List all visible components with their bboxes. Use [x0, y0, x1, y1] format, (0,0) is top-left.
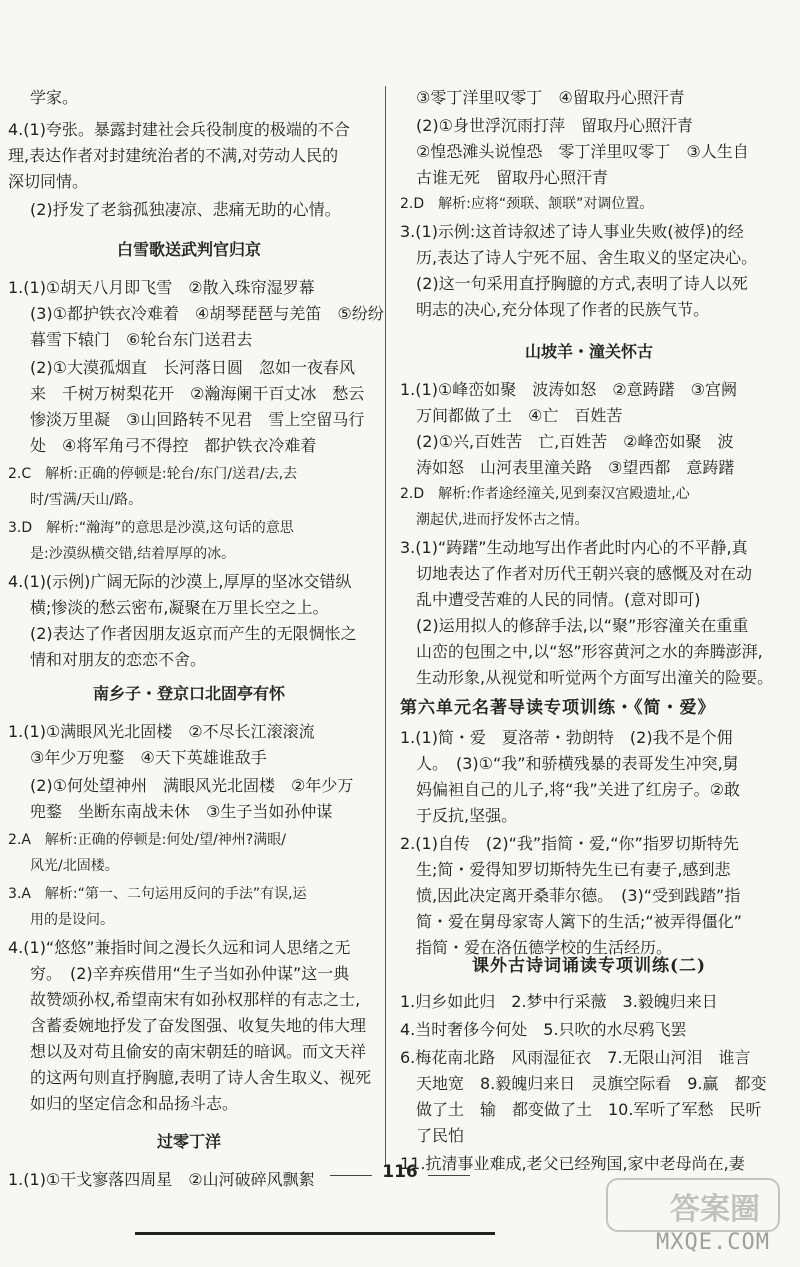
footer-bar	[135, 1232, 495, 1235]
text-line: (2)抒发了老翁孤独凄凉、悲痛无助的心情。	[30, 200, 341, 219]
text-line: 11.抗清事业难成,老父已经殉国,家中老母尚在,妻	[400, 1154, 745, 1173]
text-line: 愤,因此决定离开桑菲尔德。 (3)“受到践踏”指	[416, 886, 741, 905]
text-line: 指简・爱在洛伍德学校的生活经历。	[416, 938, 673, 957]
text-line: 3.(1)“踌躇”生动地写出作者此时内心的不平静,真	[400, 538, 748, 557]
text-line: 含蓄委婉地抒发了奋发图强、收复失地的伟大理	[30, 1016, 367, 1035]
section-title: 白雪歌送武判官归京	[116, 240, 261, 259]
text-line: 故赞颂孙权,希望南宋有如孙权那样的有志之士,	[30, 990, 361, 1009]
text-line: 切地表达了作者对历代王朝兴衰的感慨及对在动	[416, 564, 753, 583]
text-line: 2.D 解析:应将“颈联、颔联”对调位置。	[400, 196, 654, 212]
text-line: 生动形象,从视觉和听觉两个方面写出潼关的险要。	[416, 668, 774, 687]
watermark	[610, 1178, 780, 1258]
text-line: 3.(1)示例:这首诗叙述了诗人事业失败(被俘)的经	[400, 222, 744, 241]
text-line: 横;惨淡的愁云密布,凝聚在万里长空之上。	[30, 598, 329, 617]
text-line: 古谁无死 留取丹心照汗青	[416, 168, 609, 187]
text-line: 4.(1)“悠悠”兼指时间之漫长久远和词人思绪之无	[8, 938, 351, 957]
text-line: (2)①兴,百姓苦 亡,百姓苦 ②峰峦如聚 波	[416, 432, 734, 451]
page-number-rule-right	[428, 1175, 470, 1176]
text-line: 做了土 输 都变做了土 10.军听了军愁 民听	[416, 1100, 762, 1119]
text-line: 1.(1)①干戈寥落四周星 ②山河破碎风飘絮	[8, 1170, 315, 1189]
text-line: (3)①都护铁衣冷难着 ④胡琴琵琶与羌笛 ⑤纷纷	[30, 304, 384, 323]
text-line: 风光/北固楼。	[30, 858, 119, 874]
text-line: 历,表达了诗人宁死不屈、舍生取义的坚定决心。	[416, 248, 758, 267]
text-line: 4.(1)(示例)广阔无际的沙漠上,厚厚的坚冰交错纵	[8, 572, 352, 591]
text-line: 如归的坚定信念和品扬斗志。	[30, 1094, 239, 1113]
text-line: (2)①大漠孤烟直 长河落日圆 忽如一夜春风	[30, 358, 356, 377]
text-line: 情和对朋友的恋恋不舍。	[30, 650, 207, 669]
text-line: 穷。 (2)辛弃疾借用“生子当如孙仲谋”这一典	[30, 964, 350, 983]
text-line: 1.(1)①满眼风光北固楼 ②不尽长江滚滚流	[8, 722, 315, 741]
text-line: ③年少万兜鍪 ④天下英雄谁敌手	[30, 748, 267, 767]
text-line: 1.(1)简・爱 夏洛蒂・勃朗特 (2)我不是个佣	[400, 728, 733, 747]
text-line: 3.A 解析:“第一、二句运用反问的手法”有误,运	[8, 886, 307, 902]
text-line: 生;简・爱得知罗切斯特先生已有妻子,感到悲	[416, 860, 731, 879]
text-line: 2.C 解析:正确的停顿是:轮台/东门/送君/去,去	[8, 466, 298, 482]
text-line: 1.(1)①胡天八月即飞雪 ②散入珠帘湿罗幕	[8, 278, 315, 297]
watermark-logo-text: 答案圈	[670, 1192, 760, 1227]
text-line: 涛如怒 山河表里潼关路 ③望西都 意踌躇	[416, 458, 735, 477]
section-title: 南乡子・登京口北固亭有怀	[92, 684, 285, 703]
text-line: 了民怕	[416, 1126, 465, 1145]
section-title: 第六单元名著导读专项训练・《简・爱》	[400, 698, 716, 718]
text-line: (2)表达了作者因朋友返京而产生的无限惆怅之	[30, 624, 357, 643]
text-line: 学家。	[30, 88, 79, 107]
text-line: 2.A 解析:正确的停顿是:何处/望/神州?满眼/	[8, 832, 286, 848]
text-line: 兜鍪 坐断东南战未休 ③生子当如孙仲谋	[30, 802, 333, 821]
text-line: (2)这一句采用直抒胸臆的方式,表明了诗人以死	[416, 274, 748, 293]
text-line: 想以及对苟且偷安的南宋朝廷的暗讽。而文天祥	[30, 1042, 367, 1061]
text-line: 于反抗,坚强。	[416, 806, 518, 825]
text-line: 2.(1)自传 (2)“我”指简・爱,“你”指罗切斯特先	[400, 834, 739, 853]
text-line: 明志的决心,充分体现了作者的民族气节。	[416, 300, 710, 319]
text-line: 来 千树万树梨花开 ②瀚海阑干百丈冰 愁云	[30, 384, 365, 403]
text-line: 用的是设问。	[30, 912, 114, 928]
text-line: 处 ④将军角弓不得控 都护铁衣冷难着	[30, 436, 317, 455]
text-line: 理,表达作者对封建统治者的不满,对劳动人民的	[8, 146, 339, 165]
text-line: 4.当时奢侈今何处 5.只吹的水尽鸦飞罢	[400, 1020, 687, 1039]
text-line: ③零丁洋里叹零丁 ④留取丹心照汗青	[416, 88, 685, 107]
page-number: 116	[382, 1162, 418, 1182]
text-line: 万间都做了土 ④亡 百姓苦	[416, 406, 623, 425]
text-line: 4.(1)夸张。暴露封建社会兵役制度的极端的不合	[8, 120, 350, 139]
column-divider	[385, 86, 386, 1166]
text-line: 山峦的包围之中,以“怒”形容黄河之水的奔腾澎湃,	[416, 642, 763, 661]
text-line: 1.归乡如此归 2.梦中行采薇 3.毅魄归来日	[400, 992, 718, 1011]
section-title: 课外古诗词诵读专项训练(二)	[471, 956, 707, 976]
text-line: 潮起伏,进而抒发怀古之情。	[416, 512, 589, 528]
text-line: 6.梅花南北路 风雨湿征衣 7.无限山河泪 谁言	[400, 1048, 751, 1067]
text-line: (2)运用拟人的修辞手法,以“聚”形容潼关在重重	[416, 616, 749, 635]
text-line: 人。 (3)①“我”和骄横残暴的表哥发生冲突,舅	[416, 754, 739, 773]
text-line: (2)①何处望神州 满眼风光北固楼 ②年少万	[30, 776, 354, 795]
text-line: 暮雪下辕门 ⑥轮台东门送君去	[30, 330, 253, 349]
section-title: 山坡羊・潼关怀古	[524, 342, 653, 361]
text-line: 3.D 解析:“瀚海”的意思是沙漠,这句话的意思	[8, 520, 294, 536]
text-line: 是:沙漠纵横交错,结着厚厚的冰。	[30, 546, 236, 562]
text-line: 惨淡万里凝 ③山回路转不见君 雪上空留马行	[30, 410, 365, 429]
text-line: 2.D 解析:作者途经潼关,见到秦汉宫殿遗址,心	[400, 486, 690, 502]
text-line: 时/雪满/天山/路。	[30, 492, 143, 508]
text-line: 深切同情。	[8, 172, 89, 191]
text-line: ②惶恐滩头说惶恐 零丁洋里叹零丁 ③人生自	[416, 142, 749, 161]
text-line: 的这两句则直抒胸臆,表明了诗人舍生取义、视死	[30, 1068, 372, 1087]
watermark-url: MXQE.COM	[656, 1230, 770, 1255]
text-line: 乱中遭受苦难的人民的同情。(意对即可)	[416, 590, 701, 609]
text-line: 妈偏袒自己的儿子,将“我”关进了红房子。②敢	[416, 780, 741, 799]
text-line: (2)①身世浮沉雨打萍 留取丹心照汗青	[416, 116, 694, 135]
section-title: 过零丁洋	[156, 1132, 221, 1151]
text-line: 天地宽 8.毅魄归来日 灵旗空际看 9.赢 都变	[416, 1074, 767, 1093]
text-line: 简・爱在舅母家寄人篱下的生活;“被弄得僵化”	[416, 912, 742, 931]
text-line: 1.(1)①峰峦如聚 波涛如怒 ②意踌躇 ③宫阙	[400, 380, 737, 399]
